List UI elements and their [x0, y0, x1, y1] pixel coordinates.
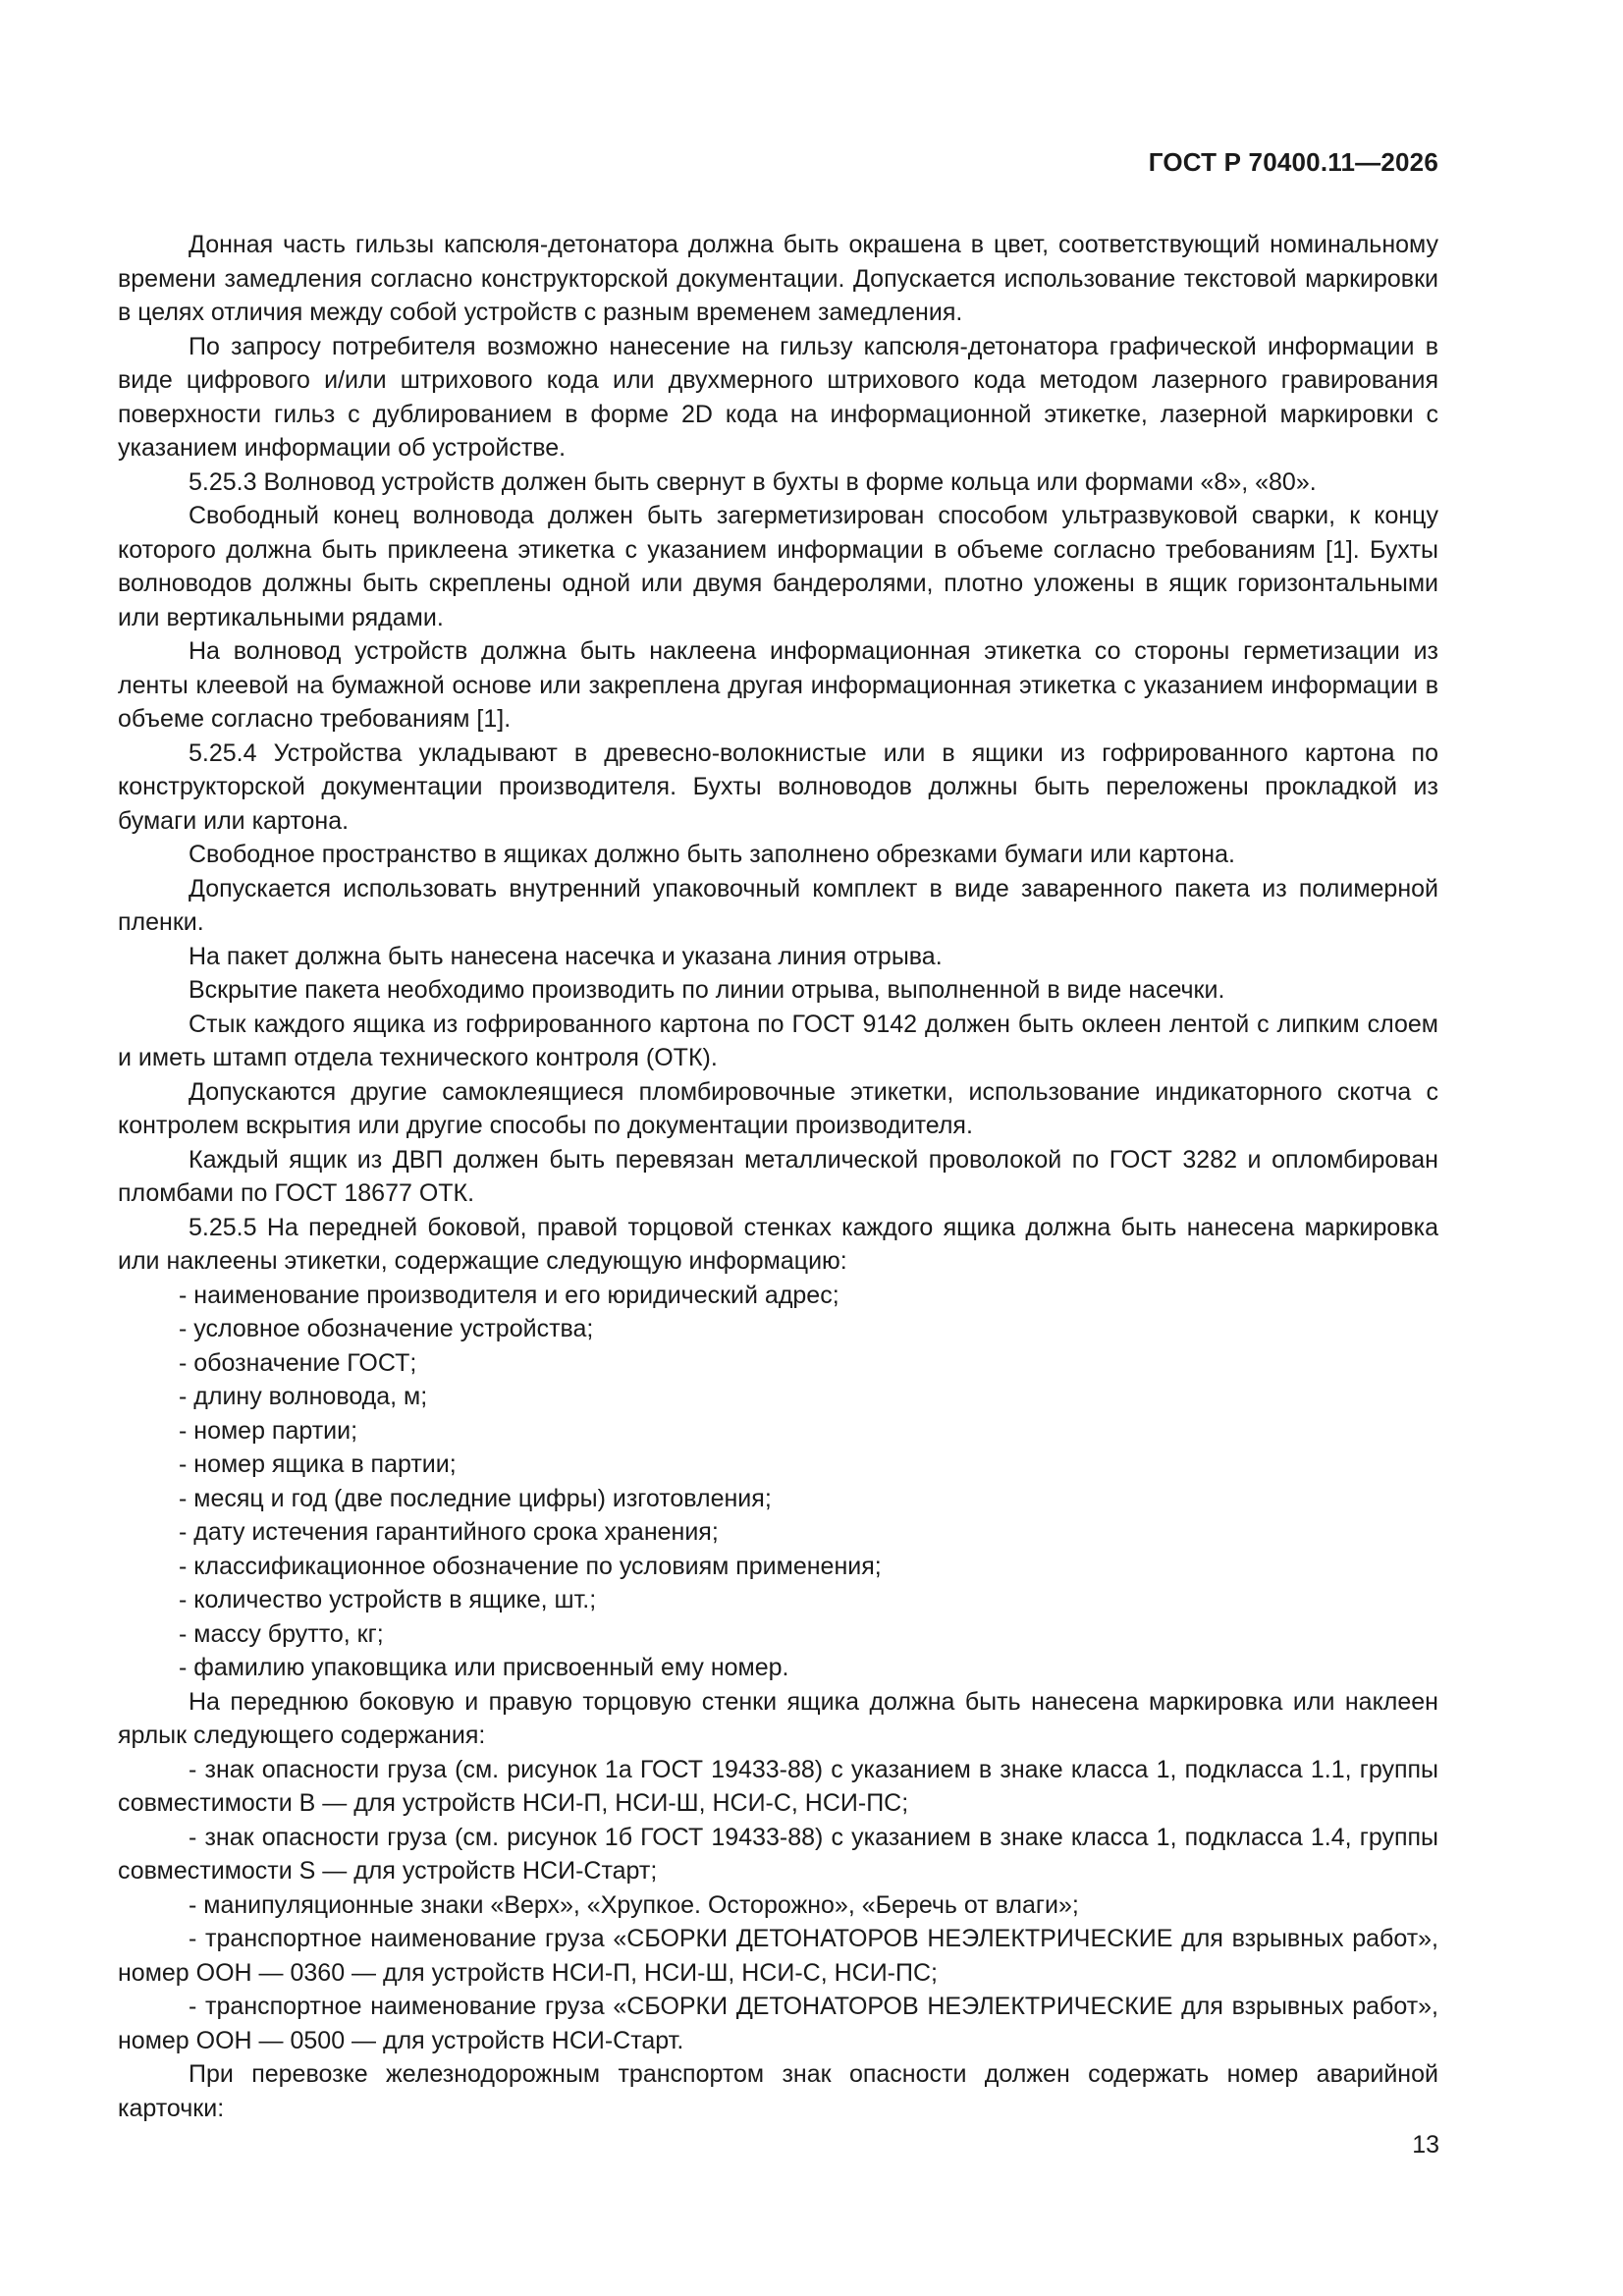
list-item: - месяц и год (две последние цифры) изготовления;	[179, 1484, 772, 1512]
list-item: - условное обозначение устройства;	[179, 1315, 594, 1342]
list-item: - номер партии;	[179, 1416, 358, 1445]
paragraph: Свободное пространство в ящиках должно быть заполнено обрезками бумаги или картона.	[189, 841, 1235, 868]
paragraph: На волновод устройств должна быть наклеена информационная этикетка со стороны герметизации из ленты клеевой на бумажной основе или закреплена другая информационная этикетка с указанием информации в объеме согласно требованиям [1].	[118, 637, 1438, 733]
paragraph: Донная часть гильзы капсюля-детонатора должна быть окрашена в цвет, соответствующий номинальному времени замедления согласно конструкторской документации. Допускается использование текстовой маркировки в целях отличия между собой устройств с разным временем замедления.	[118, 231, 1438, 326]
page-number: 13	[1412, 2131, 1439, 2159]
paragraph: На пакет должна быть нанесена насечка и указана линия отрыва.	[189, 942, 943, 970]
paragraph: Допускаются другие самоклеящиеся пломбировочные этикетки, использование индикаторного скотча с контролем вскрытия или другие способы по документации производителя.	[118, 1077, 1438, 1139]
paragraph: Допускается использовать внутренний упаковочный комплект в виде заваренного пакета из полимерной пленки.	[118, 874, 1438, 936]
list-item: - классификационное обозначение по условиям применения;	[179, 1552, 882, 1580]
paragraph: 5.25.4 Устройства укладывают в древесно-волокнистые или в ящики из гофрированного картона по конструкторской документации производителя. Бухты волноводов должны быть переложены прокладкой из бумаги или картона.	[118, 738, 1438, 835]
paragraph: По запросу потребителя возможно нанесение на гильзу капсюля-детонатора графической информации в виде цифрового и/или штрихового кода или двухмерного штрихового кода методом лазерного гравирования поверхности гильз с дублированием в форме 2D кода на информационной этикетке, лазерной маркировки с указанием информации об устройстве.	[118, 332, 1438, 462]
document-code: ГОСТ Р 70400.11—2026	[1148, 147, 1438, 177]
list-item: - длину волновода, м;	[179, 1383, 428, 1410]
list-item: - транспортное наименование груза «СБОРКИ ДЕТОНАТОРОВ НЕЭЛЕКТРИЧЕСКИЕ для взрывных работ», номер ООН — 0360 — для устройств НСИ-П, НСИ-Ш, НСИ-С, НСИ-ПС;	[118, 1925, 1438, 1987]
paragraph: Стык каждого ящика из гофрированного картона по ГОСТ 9142 должен быть оклеен лентой с липким слоем и иметь штамп отдела технического контроля (ОТК).	[118, 1010, 1438, 1071]
document-body	[118, 228, 1438, 2125]
list-item: - обозначение ГОСТ;	[179, 1348, 417, 1377]
list-item: - знак опасности груза (см. рисунок 1б ГОСТ 19433-88) с указанием в знаке класса 1, подкласса 1.4, группы совместимости S — для устройств НСИ-Старт;	[118, 1823, 1438, 1885]
list-item: - фамилию упаковщика или присвоенный ему номер.	[179, 1654, 789, 1681]
paragraph: На переднюю боковую и правую торцовую стенки ящика должна быть нанесена маркировка или наклеен ярлык следующего содержания:	[118, 1687, 1438, 1749]
paragraph: 5.25.3 Волновод устройств должен быть свернут в бухты в форме кольца или формами «8», «80».	[189, 467, 1317, 496]
list-item: - дату истечения гарантийного срока хранения;	[179, 1518, 719, 1546]
marking-info-list	[118, 1279, 1438, 1685]
paragraph: Каждый ящик из ДВП должен быть перевязан металлической проволокой по ГОСТ 3282 и опломбирован пломбами по ГОСТ 18677 ОТК.	[118, 1145, 1438, 1207]
paragraph: Вскрытие пакета необходимо производить по линии отрыва, выполненной в виде насечки.	[189, 976, 1225, 1004]
list-item: - наименование производителя и его юридический адрес;	[179, 1281, 839, 1309]
list-item: - транспортное наименование груза «СБОРКИ ДЕТОНАТОРОВ НЕЭЛЕКТРИЧЕСКИЕ для взрывных работ», номер ООН — 0500 — для устройств НСИ-Старт.	[118, 1993, 1438, 2054]
list-item: - массу брутто, кг;	[179, 1619, 384, 1648]
list-item: - знак опасности груза (см. рисунок 1а ГОСТ 19433-88) с указанием в знаке класса 1, подкласса 1.1, группы совместимости В — для устройств НСИ-П, НСИ-Ш, НСИ-С, НСИ-ПС;	[118, 1755, 1438, 1817]
paragraph: Свободный конец волновода должен быть загерметизирован способом ультразвуковой сварки, к концу которого должна быть приклеена этикетка с указанием информации в объеме согласно требованиям [1]. Бухты волноводов должны быть скреплены одной или двумя бандеролями, плотно уложены в ящик горизонтальными или вертикальными рядами.	[118, 502, 1438, 631]
paragraph: 5.25.5 На передней боковой, правой торцовой стенках каждого ящика должна быть нанесена маркировка или наклеены этикетки, содержащие следующую информацию:	[118, 1213, 1438, 1275]
paragraph: При перевозке железнодорожным транспортом знак опасности должен содержать номер аварийной карточки:	[118, 2060, 1438, 2122]
list-item: - манипуляционные знаки «Верх», «Хрупкое. Осторожно», «Беречь от влаги»;	[189, 1890, 1079, 1919]
list-item: - номер ящика в партии;	[179, 1450, 457, 1478]
label-content-list	[118, 1753, 1438, 2058]
list-item: - количество устройств в ящике, шт.;	[179, 1586, 597, 1613]
